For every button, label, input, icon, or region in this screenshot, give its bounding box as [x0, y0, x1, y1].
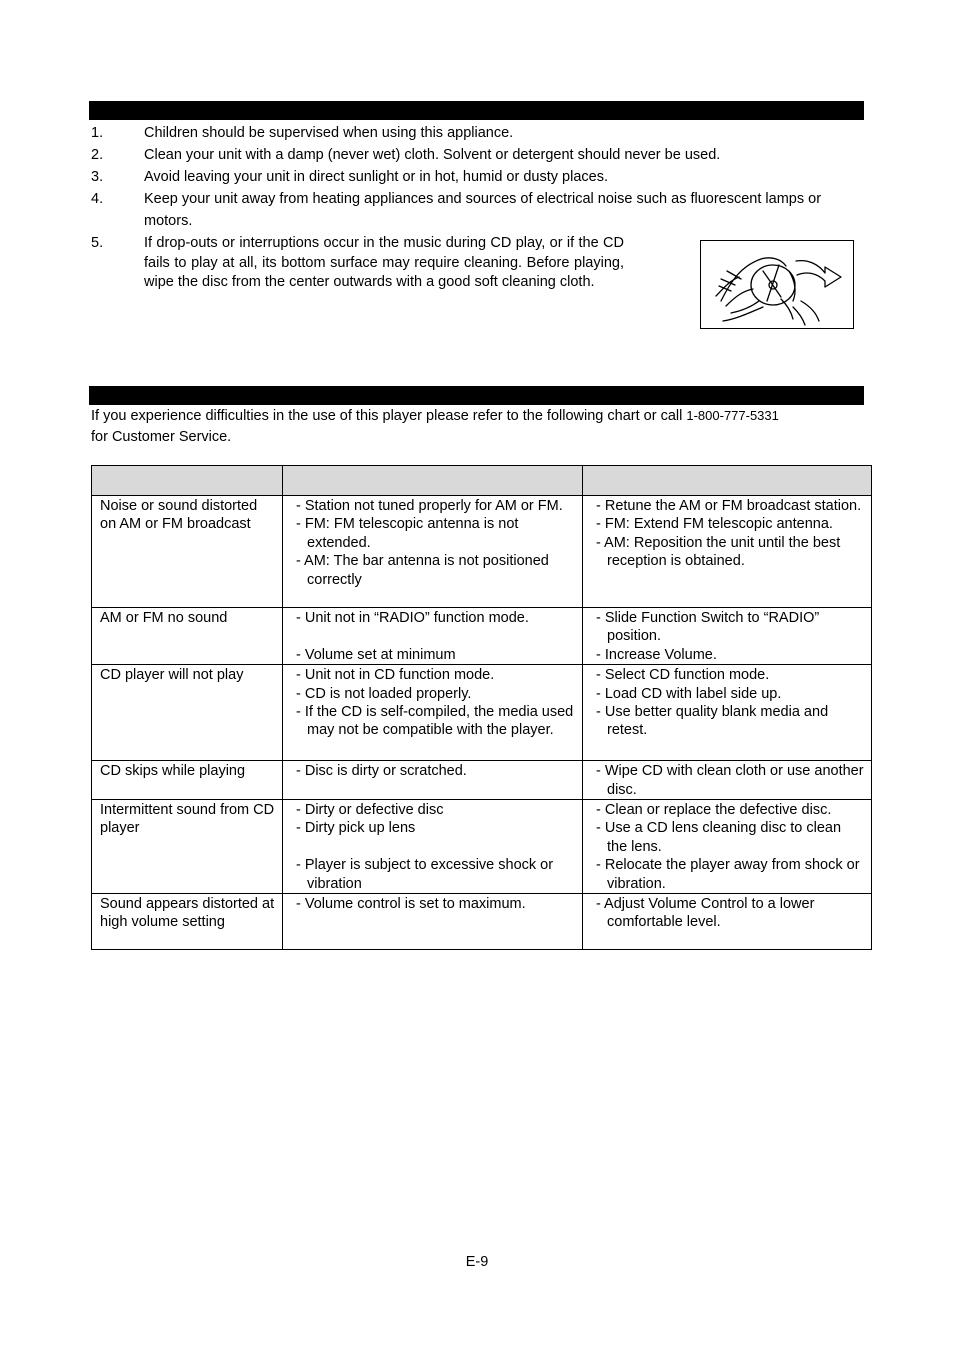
table-row [92, 761, 872, 800]
care-item-text: Children should be supervised when using this appliance. [144, 125, 514, 141]
table-row [92, 608, 872, 665]
intro-text: If you experience difficulties in the use of this player please refer to the following chart or call [91, 408, 683, 424]
symptom-header [92, 466, 283, 496]
table-row [92, 665, 872, 761]
cause-line: - CD is not loaded properly. [296, 685, 472, 702]
care-item-text: Keep your unit away from heating appliances and sources of electrical noise such as fluorescent lamps or motors. [144, 191, 822, 229]
cause-cell [283, 800, 583, 894]
cause-line: - FM: FM telescopic antenna is not extended. [296, 516, 519, 551]
cause-cell [283, 761, 583, 800]
table-row [92, 496, 872, 608]
cause-line [291, 838, 575, 856]
solution-cell [583, 800, 872, 894]
care-item-number: 1. [91, 125, 104, 141]
symptom-cell [92, 665, 283, 761]
care-item [91, 188, 863, 232]
symptom-line: Intermittent sound from CD player [100, 802, 275, 837]
symptom-cell [92, 761, 283, 800]
table-row [92, 894, 872, 950]
customer-service-phone: 1-800-777-5331 [686, 408, 779, 423]
solution-line: - Retune the AM or FM broadcast station. [596, 498, 862, 514]
solution-line: - Use better quality blank media and retest. [596, 704, 829, 739]
care-item [91, 122, 863, 144]
troubleshooting-intro [91, 405, 866, 448]
table-row [92, 800, 872, 894]
solution-line: - Increase Volume. [596, 646, 717, 663]
cause-line: - Station not tuned properly for AM or FM. [296, 498, 563, 514]
cause-line: - AM: The bar antenna is not positioned correctly [296, 553, 549, 588]
solution-line: - Slide Function Switch to “RADIO” position. [596, 610, 820, 645]
solution-line: - Adjust Volume Control to a lower comfortable level. [596, 896, 815, 931]
cause-cell [283, 608, 583, 665]
table-header-row [92, 466, 872, 496]
care-item-number: 3. [91, 169, 104, 185]
cause-line: - Dirty pick up lens [296, 820, 416, 837]
symptom-line: CD skips while playing [100, 763, 246, 780]
cause-line: - Unit not in “RADIO” function mode. [296, 610, 529, 626]
care-item [91, 234, 624, 293]
symptom-cell [92, 800, 283, 894]
symptom-line: Sound appears distorted at high volume setting [100, 896, 275, 931]
care-item-text: Avoid leaving your unit in direct sunlight or in hot, humid or dusty places. [144, 169, 608, 185]
cause-line: - If the CD is self-compiled, the media used may not be compatible with the player. [296, 704, 574, 739]
symptom-cell [92, 496, 283, 608]
troubleshooting-table [91, 465, 872, 950]
solution-header [583, 466, 872, 496]
intro-text-end: for Customer Service. [91, 429, 232, 445]
care-item-text: If drop-outs or interruptions occur in the music during CD play, or if the CD fails to play at all, its bottom surface may require cleaning. Before playing, wipe the disc from the center outwards with a good soft cleaning cloth. [144, 235, 624, 290]
cause-line: - Unit not in CD function mode. [296, 667, 495, 684]
page-number: E-9 [465, 1254, 489, 1270]
solution-line: - Select CD function mode. [596, 667, 770, 684]
solution-line: - Relocate the player away from shock or vibration. [596, 857, 860, 892]
symptom-line: Noise or sound distorted on AM or FM broadcast [100, 498, 258, 533]
cause-line: - Disc is dirty or scratched. [296, 763, 467, 780]
cause-cell [283, 496, 583, 608]
solution-line: - AM: Reposition the unit until the best reception is obtained. [596, 534, 841, 570]
cause-line: - Dirty or defective disc [296, 802, 444, 819]
solution-line: - Use a CD lens cleaning disc to clean the lens. [596, 820, 842, 855]
cause-line: - Volume control is set to maximum. [296, 896, 526, 913]
solution-cell [583, 761, 872, 800]
solution-cell [583, 894, 872, 950]
cause-cell [283, 665, 583, 761]
care-item-number: 4. [91, 191, 104, 207]
symptom-cell [92, 894, 283, 950]
cause-line: - Volume set at minimum [296, 646, 456, 663]
care-item-number: 5. [91, 235, 104, 251]
symptom-line: CD player will not play [100, 667, 244, 684]
solution-cell [583, 496, 872, 608]
care-item-text: Clean your unit with a damp (never wet) cloth. Solvent or detergent should never be used. [144, 147, 721, 163]
cause-header [283, 466, 583, 496]
solution-cell [583, 665, 872, 761]
solution-line: - Wipe CD with clean cloth or use another disc. [596, 763, 864, 798]
care-item [91, 166, 863, 188]
care-item [91, 144, 863, 166]
solution-line: - Clean or replace the defective disc. [596, 802, 832, 819]
cd-cleaning-hands-illustration [700, 240, 854, 329]
troubleshooting-section-header-bar [89, 386, 864, 405]
solution-line: - Load CD with label side up. [596, 685, 782, 702]
cause-line: - Player is subject to excessive shock or vibration [296, 857, 554, 892]
solution-line: - FM: Extend FM telescopic antenna. [596, 516, 833, 533]
solution-cell [583, 608, 872, 665]
care-section-header-bar [89, 101, 864, 120]
symptom-cell [92, 608, 283, 665]
symptom-line: AM or FM no sound [100, 610, 228, 626]
cause-line [291, 627, 575, 645]
cause-cell [283, 894, 583, 950]
care-item-number: 2. [91, 147, 104, 163]
